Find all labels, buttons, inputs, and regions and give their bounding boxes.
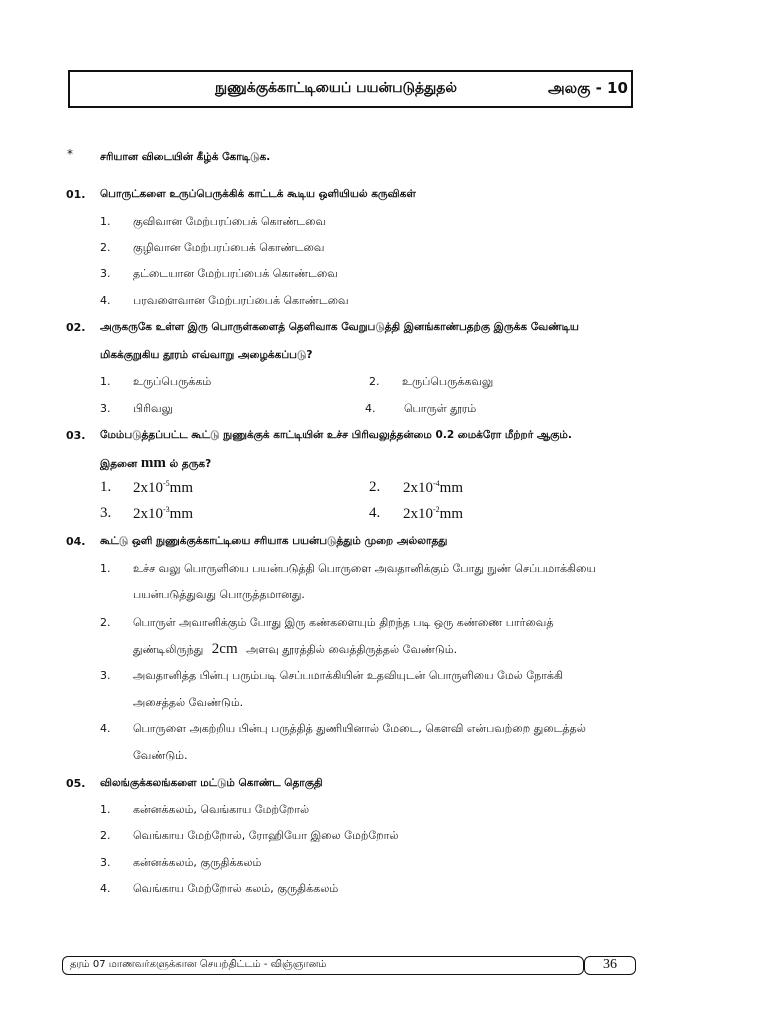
option-text: கன்னக்கலம், வெங்காய மேற்றோல் <box>133 803 310 816</box>
option-text: பொருள் தூரம் <box>404 402 477 415</box>
option-text-line2 <box>133 641 457 658</box>
question-text: மிகக்குறுகிய தூரம் எவ்வாறு அழைக்கப்படு? <box>100 349 313 361</box>
option-text: உருப்பெருக்கம் <box>133 375 212 388</box>
option-text: வேண்டும். <box>133 749 188 762</box>
option-text: அசைத்தல் வேண்டும். <box>133 696 244 709</box>
option-unit: mm <box>169 480 194 496</box>
option-text: குவிவான மேற்பரப்பைக் கொண்டவை <box>133 215 327 228</box>
option-number: 2. <box>100 829 111 842</box>
question-number: 05. <box>66 777 86 790</box>
option-number: 1. <box>100 562 111 575</box>
footer-bar <box>62 956 584 975</box>
option-number: 4. <box>100 882 111 895</box>
option-text: தட்டையான மேற்பரப்பைக் கொண்டவை <box>133 267 338 280</box>
page-number: 36 <box>584 956 636 975</box>
option-base: 2x10 <box>133 480 163 496</box>
option-text: துண்டிலிருந்து <box>133 643 204 656</box>
question-text: இதனை <box>100 458 138 470</box>
option-text: பிரிவலு <box>133 402 173 415</box>
option-value <box>133 505 193 523</box>
question-text: அருகருகே உள்ள இரு பொருள்களைத் தெளிவாக வேறுபடுத்தி இனங்காண்பதற்கு இருக்க வேண்டிய <box>100 321 579 333</box>
option-text: உச்ச வலு பொருளியை பயன்படுத்தி பொருளை அவதானிக்கும் போது நுண் செப்பமாக்கியை <box>133 562 596 575</box>
option-text: வெங்காய மேற்றோல் கலம், குருதிக்கலம் <box>133 882 339 895</box>
question-text: மேம்படுத்தப்பட்ட கூட்டு நுணுக்குக் காட்டியின் உச்ச பிரிவலுத்தன்மை 0.2 மைக்ரோ மீற்றர் ஆகும். <box>100 429 572 441</box>
unit-label: அலகு - 10 <box>548 79 628 97</box>
option-base: 2x10 <box>403 480 433 496</box>
option-text: பொருளை அகற்றிய பின்பு பருத்தித் துணியினால் மேடை, கௌவி என்பவற்றை துடைத்தல் <box>133 722 586 735</box>
option-text: கன்னக்கலம், குருதிக்கலம் <box>133 856 262 869</box>
option-number: 4. <box>100 722 111 735</box>
option-unit: mm <box>439 506 464 522</box>
option-exponent: -4 <box>433 479 440 488</box>
option-number: 3. <box>100 856 111 869</box>
option-text: அவதானித்த பின்பு பரும்படி செப்பமாக்கியின் உதவியுடன் பொருளியை மேல் நோக்கி <box>133 669 563 682</box>
footer-text: தரம் 07 மாணவர்களுக்கான செயற்திட்டம் - விஞ்ஞானம் <box>70 959 327 970</box>
option-base: 2x10 <box>133 506 163 522</box>
option-number: 2. <box>369 375 380 388</box>
option-number: 4. <box>100 294 111 307</box>
question-text: பொருட்களை உருப்பெருக்கிக் காட்டக் கூடிய ஒளியியல் கருவிகள் <box>100 188 416 200</box>
unit-text: mm <box>140 455 166 471</box>
option-number: 4. <box>365 402 376 415</box>
option-value <box>403 505 463 523</box>
option-value <box>133 479 193 497</box>
option-exponent: -5 <box>163 479 170 488</box>
option-number: 1. <box>100 375 111 388</box>
option-text: பொருள் அவானிக்கும் போது இரு கண்களையும் திறந்த படி ஒரு கண்ணை பார்வைத் <box>133 616 554 629</box>
option-text: பரவளைவான மேற்பரப்பைக் கொண்டவை <box>133 294 349 307</box>
option-value <box>403 479 463 497</box>
option-number: 4. <box>369 505 381 521</box>
question-number: 02. <box>66 321 86 334</box>
question-number: 01. <box>66 188 86 201</box>
option-text: உருப்பெருக்கவலு <box>402 375 494 388</box>
question-text: ல் தருக? <box>169 458 212 470</box>
option-base: 2x10 <box>403 506 433 522</box>
option-text: பயன்படுத்துவது பொருத்தமானது. <box>133 588 305 601</box>
option-number: 2. <box>100 616 111 629</box>
option-number: 1. <box>100 479 112 495</box>
option-number: 3. <box>100 669 111 682</box>
instruction-text: சரியான விடையின் கீழ்க் கோடிடுக. <box>100 151 271 163</box>
title-box <box>68 70 633 108</box>
option-exponent: -2 <box>433 505 440 514</box>
question-text-line2 <box>100 455 211 472</box>
option-text: குழிவான மேற்பரப்பைக் கொண்டவை <box>133 241 325 254</box>
option-unit: mm <box>439 480 464 496</box>
instruction-bullet: * <box>67 147 73 161</box>
question-text: கூட்டு ஒளி நுணுக்குக்காட்டியை சரியாக பயன்படுத்தும் முறை அல்லாதது <box>100 535 448 547</box>
measure-text: 2cm <box>211 641 238 657</box>
option-number: 2. <box>100 241 111 254</box>
option-text: அளவு தூரத்தில் வைத்திருத்தல் வேண்டும். <box>246 643 458 656</box>
option-exponent: -3 <box>163 505 170 514</box>
option-text: வெங்காய மேற்றோல், ரோஹியோ இலை மேற்றோல் <box>133 829 399 842</box>
option-number: 1. <box>100 215 111 228</box>
option-number: 3. <box>100 402 111 415</box>
option-number: 2. <box>369 479 381 495</box>
page-title: நுணுக்குக்காட்டியைப் பயன்படுத்துதல் <box>215 80 458 96</box>
question-text: விலங்குக்கலங்களை மட்டும் கொண்ட தொகுதி <box>100 777 323 789</box>
option-number: 3. <box>100 505 112 521</box>
option-unit: mm <box>169 506 194 522</box>
question-number: 03. <box>66 429 86 442</box>
question-number: 04. <box>66 535 86 548</box>
option-number: 3. <box>100 267 111 280</box>
option-number: 1. <box>100 803 111 816</box>
